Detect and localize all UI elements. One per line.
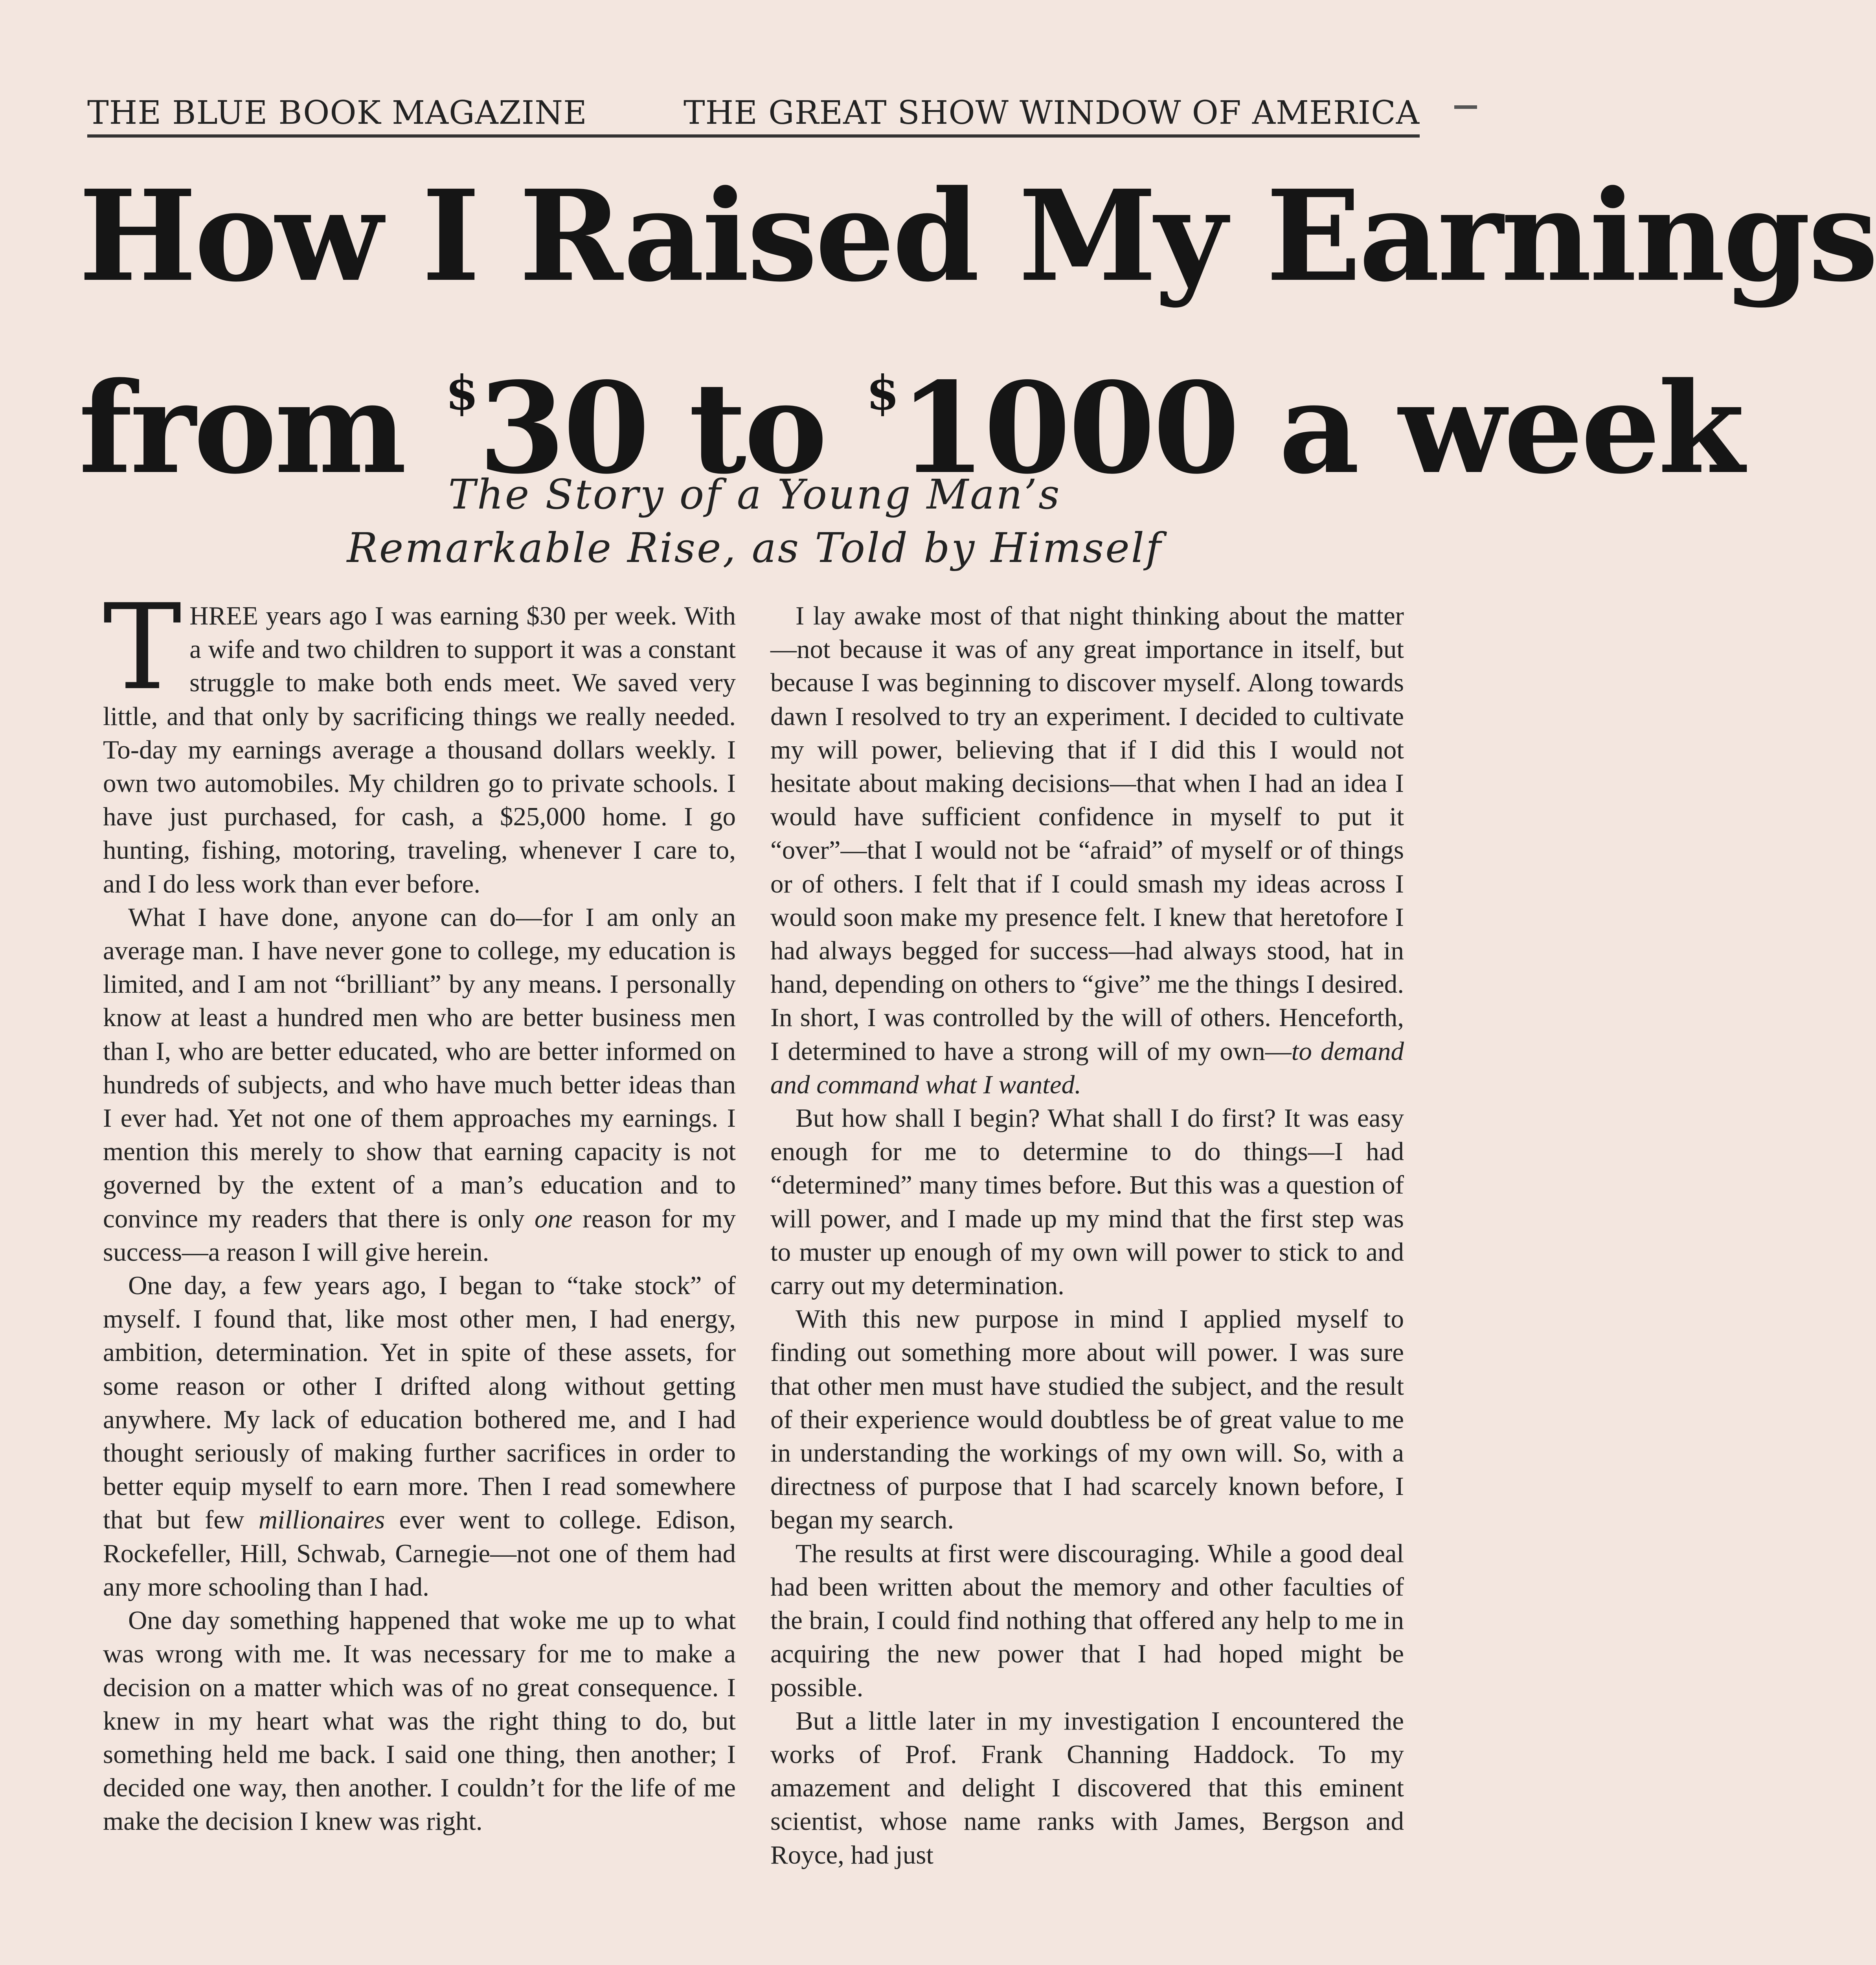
article-column-right	[770, 599, 1404, 1965]
running-header	[87, 91, 1420, 138]
headline	[79, 157, 1876, 507]
drop-cap: T	[103, 579, 182, 716]
subheadline	[79, 468, 1431, 575]
dollar-sign: $	[445, 365, 479, 421]
article-paragraph: With this new purpose in mind I applied myself to finding out something more about will power. I was sure that other men must have studied the subject, and the result of their experience would doubtless be of great value to me in understanding the workings of my own will. So, with a directness of purpose that I had scarcely known before, I began my search.	[770, 1304, 1404, 1535]
article-paragraph: The results at first were discouraging. While a good deal had been written about the memory and other faculties of the brain, I could find nothing that offered any help to me in acquiring the new power that I had hoped might be possible.	[770, 1539, 1404, 1702]
dollar-sign: $	[866, 365, 899, 421]
article-paragraph: What I have done, anyone can do—for I am only an average man. I have never gone to college, my education is limited, and I am not “brilliant” by any means. I personally know at least a hundred men who are better business men than I, who are better educated, who are better informed on hundreds of subjects, and who have much better ideas than I ever had. Yet not one of them approaches my earnings. I mention this merely to show that earning capacity is not governed by the extent of a man’s education and to convince my readers that there is only one reason for my success—a reason I will give herein.	[103, 902, 736, 1267]
article-paragraph: But how shall I begin? What shall I do first? It was easy enough for me to determine to do things—I had “determined” many times before. But this was a question of will power, and I made up my mind that the first step was to muster up enough of my own will power to stick to and carry out my determination.	[770, 1104, 1404, 1300]
headline-line-2: from $30 to $1000 a week	[79, 354, 1742, 501]
amount-start: 30	[478, 354, 648, 501]
headline-line-1: How I Raised My Earnings	[79, 162, 1876, 309]
article-paragraph: But a little later in my investigation I encountered the works of Prof. Frank Channing Haddock. To my amazement and delight I discovered that this eminent scientist, whose name ranks with James, Bergson and Royce, had just	[770, 1706, 1404, 1870]
article-paragraph: One day something happened that woke me up to what was wrong with me. It was necessary for me to make a decision on a matter which was of no great consequence. I knew in my heart what was the right thing to do, but something held me back. I said one thing, then another; I decided one way, then another. I couldn’t for the life of me make the decision I knew was right.	[103, 1606, 736, 1836]
article-paragraph: I lay awake most of that night thinking about the matter—not because it was of any great importance in itself, but because I was beginning to discover myself. Along towards dawn I resolved to try an experiment. I decided to cultivate my will power, believing that if I did this I would not hesitate about making decisions—that when I had an idea I would have sufficient confidence in myself to put it “over”—that I would not be “afraid” of myself or of things or of others. I felt that if I could smash my ideas across I would soon make my presence felt. I knew that heretofore I had always begged for success—had always stood, hat in hand, depending on others to “give” me the things I desired. In short, I was controlled by the will of others. Henceforth, I determined to have a strong will of my own—to demand and command what I wanted.	[770, 601, 1404, 1099]
article-paragraph: One day, a few years ago, I began to “take stock” of myself. I found that, like most other men, I had energy, ambition, determination. Yet in spite of these assets, for some reason or other I drifted along without getting anywhere. My lack of education bothered me, and I had thought seriously of making further sacrifices in order to better equip myself to earn more. Then I read somewhere that but few millionaires ever went to college. Edison, Rockefeller, Hill, Schwab, Carnegie—not one of them had any more schooling than I had.	[103, 1271, 736, 1601]
amount-end: 1000	[899, 354, 1238, 501]
magazine-name: THE BLUE BOOK MAGAZINE	[87, 94, 587, 132]
subheadline-line-1: The Story of a Young Man’s	[448, 470, 1061, 518]
magazine-slogan: THE GREAT SHOW WINDOW OF AMERICA	[683, 94, 1420, 132]
article-column-left	[103, 579, 736, 1965]
article-paragraph: THREE years ago I was earning $30 per week. With a wife and two children to support it was a constant struggle to make both ends meet. We saved very little, and that only by sacrificing things we really needed. To-day my earnings average a thousand dollars weekly. I own two automobiles. My children go to private schools. I have just purchased, for cash, a $25,000 home. I go hunting, fishing, motoring, traveling, whenever I care to, and I do less work than ever before.	[103, 579, 736, 898]
subheadline-line-2: Remarkable Rise, as Told by Himself	[347, 524, 1163, 572]
corner-mark	[1454, 105, 1477, 109]
